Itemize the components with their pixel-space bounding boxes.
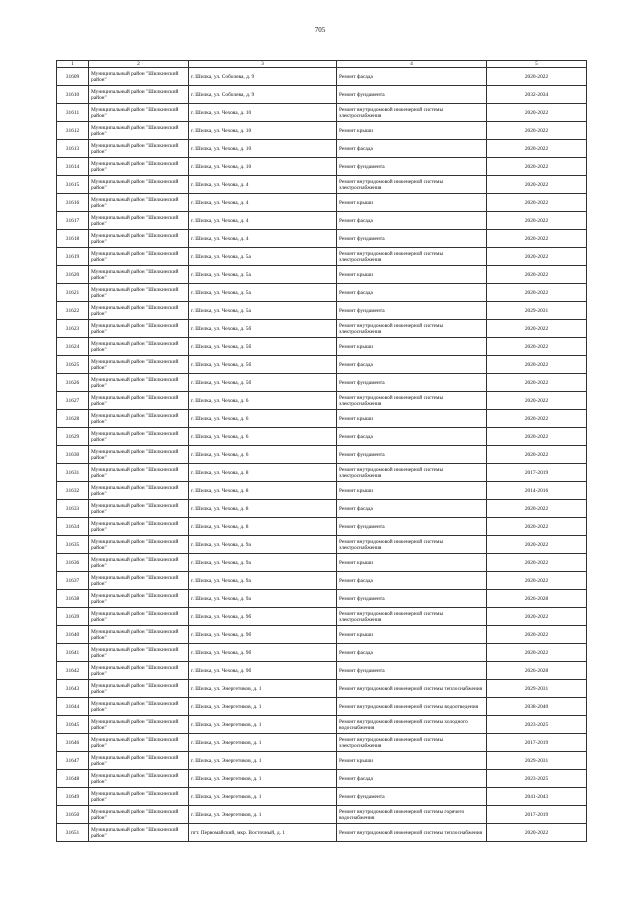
address-cell: г. Шилка, ул. Чехова, д. 9б <box>189 626 337 644</box>
period-cell: 2020-2022 <box>487 626 587 644</box>
row-number-cell: 31647 <box>57 752 89 770</box>
municipality-cell: Муниципальный район "Шилкинский район" <box>89 86 189 104</box>
address-cell: г. Шилка, ул. Чехова, д. 9б <box>189 662 337 680</box>
period-cell: 2017-2019 <box>487 806 587 824</box>
table-row <box>57 212 587 230</box>
period-cell: 2020-2022 <box>487 158 587 176</box>
period-cell: 2026-2028 <box>487 590 587 608</box>
period-cell: 2023-2025 <box>487 716 587 734</box>
period-cell: 2017-2019 <box>487 464 587 482</box>
municipality-cell: Муниципальный район "Шилкинский район" <box>89 734 189 752</box>
table-row <box>57 680 587 698</box>
period-cell: 2020-2022 <box>487 410 587 428</box>
address-cell: г. Шилка, ул. Чехова, д. 6 <box>189 428 337 446</box>
table-row <box>57 536 587 554</box>
municipality-cell: Муниципальный район "Шилкинский район" <box>89 266 189 284</box>
period-cell: 2017-2019 <box>487 734 587 752</box>
address-cell: г. Шилка, ул. Чехова, д. 6 <box>189 392 337 410</box>
row-number-cell: 31621 <box>57 284 89 302</box>
row-number-cell: 31628 <box>57 410 89 428</box>
municipality-cell: Муниципальный район "Шилкинский район" <box>89 194 189 212</box>
address-cell: г. Шилка, ул. Чехова, д. 5б <box>189 374 337 392</box>
work-type-cell: Ремонт крыши <box>337 266 487 284</box>
municipality-cell: Муниципальный район "Шилкинский район" <box>89 284 189 302</box>
address-cell: г. Шилка, ул. Чехова, д. 9а <box>189 536 337 554</box>
address-cell: г. Шилка, ул. Соболева, д. 9 <box>189 86 337 104</box>
work-type-cell: Ремонт крыши <box>337 482 487 500</box>
work-type-cell: Ремонт фасада <box>337 770 487 788</box>
row-number-cell: 31613 <box>57 140 89 158</box>
address-cell: г. Шилка, ул. Чехова, д. 5б <box>189 356 337 374</box>
municipality-cell: Муниципальный район "Шилкинский район" <box>89 410 189 428</box>
work-type-cell: Ремонт фасада <box>337 356 487 374</box>
table-row <box>57 734 587 752</box>
address-cell: г. Шилка, ул. Чехова, д. 9а <box>189 572 337 590</box>
address-cell: г. Шилка, ул. Чехова, д. 8 <box>189 482 337 500</box>
table-row <box>57 572 587 590</box>
address-cell: г. Шилка, ул. Чехова, д. 10 <box>189 140 337 158</box>
table-row <box>57 824 587 842</box>
period-cell: 2020-2022 <box>487 518 587 536</box>
row-number-cell: 31620 <box>57 266 89 284</box>
work-type-cell: Ремонт внутридомовой инженерной системы электроснабжения <box>337 392 487 410</box>
municipality-cell: Муниципальный район "Шилкинский район" <box>89 176 189 194</box>
table-row <box>57 590 587 608</box>
municipality-cell: Муниципальный район "Шилкинский район" <box>89 392 189 410</box>
table-row <box>57 68 587 86</box>
column-header: 5 <box>487 61 587 68</box>
period-cell: 2026-2028 <box>487 662 587 680</box>
row-number-cell: 31614 <box>57 158 89 176</box>
period-cell: 2020-2022 <box>487 338 587 356</box>
table-row <box>57 662 587 680</box>
repair-schedule-table <box>56 60 587 842</box>
row-number-cell: 31633 <box>57 500 89 518</box>
row-number-cell: 31651 <box>57 824 89 842</box>
row-number-cell: 31634 <box>57 518 89 536</box>
work-type-cell: Ремонт внутридомовой инженерной системы электроснабжения <box>337 608 487 626</box>
work-type-cell: Ремонт внутридомовой инженерной системы электроснабжения <box>337 464 487 482</box>
table-row <box>57 608 587 626</box>
table-row <box>57 770 587 788</box>
municipality-cell: Муниципальный район "Шилкинский район" <box>89 608 189 626</box>
work-type-cell: Ремонт фасада <box>337 212 487 230</box>
table-body <box>57 68 587 842</box>
address-cell: г. Шилка, ул. Чехова, д. 9а <box>189 590 337 608</box>
address-cell: г. Шилка, ул. Чехова, д. 5б <box>189 338 337 356</box>
period-cell: 2020-2022 <box>487 428 587 446</box>
work-type-cell: Ремонт фасада <box>337 572 487 590</box>
municipality-cell: Муниципальный район "Шилкинский район" <box>89 68 189 86</box>
municipality-cell: Муниципальный район "Шилкинский район" <box>89 716 189 734</box>
period-cell: 2020-2022 <box>487 644 587 662</box>
row-number-cell: 31646 <box>57 734 89 752</box>
work-type-cell: Ремонт внутридомовой инженерной системы холодного водоснабжения <box>337 716 487 734</box>
table-row <box>57 266 587 284</box>
work-type-cell: Ремонт фундамента <box>337 230 487 248</box>
period-cell: 2020-2022 <box>487 140 587 158</box>
address-cell: г. Шилка, ул. Чехова, д. 9а <box>189 554 337 572</box>
address-cell: пгт. Первомайский, мкр. Восточный, д. 1 <box>189 824 337 842</box>
period-cell: 2020-2022 <box>487 536 587 554</box>
row-number-cell: 31611 <box>57 104 89 122</box>
municipality-cell: Муниципальный район "Шилкинский район" <box>89 374 189 392</box>
address-cell: г. Шилка, ул. Чехова, д. 10 <box>189 122 337 140</box>
period-cell: 2020-2022 <box>487 554 587 572</box>
row-number-cell: 31617 <box>57 212 89 230</box>
address-cell: г. Шилка, ул. Чехова, д. 4 <box>189 194 337 212</box>
table-row <box>57 500 587 518</box>
address-cell: г. Шилка, ул. Чехова, д. 5а <box>189 302 337 320</box>
work-type-cell: Ремонт фасада <box>337 428 487 446</box>
municipality-cell: Муниципальный район "Шилкинский район" <box>89 230 189 248</box>
period-cell: 2020-2022 <box>487 122 587 140</box>
period-cell: 2014-2016 <box>487 482 587 500</box>
municipality-cell: Муниципальный район "Шилкинский район" <box>89 680 189 698</box>
municipality-cell: Муниципальный район "Шилкинский район" <box>89 482 189 500</box>
municipality-cell: Муниципальный район "Шилкинский район" <box>89 320 189 338</box>
work-type-cell: Ремонт внутридомовой инженерной системы электроснабжения <box>337 248 487 266</box>
period-cell: 2020-2022 <box>487 230 587 248</box>
work-type-cell: Ремонт внутридомовой инженерной системы горячего водоснабжения <box>337 806 487 824</box>
address-cell: г. Шилка, ул. Чехова, д. 8 <box>189 500 337 518</box>
row-number-cell: 31632 <box>57 482 89 500</box>
period-cell: 2020-2022 <box>487 284 587 302</box>
municipality-cell: Муниципальный район "Шилкинский район" <box>89 500 189 518</box>
work-type-cell: Ремонт крыши <box>337 626 487 644</box>
row-number-cell: 31609 <box>57 68 89 86</box>
row-number-cell: 31644 <box>57 698 89 716</box>
address-cell: г. Шилка, ул. Чехова, д. 8 <box>189 464 337 482</box>
period-cell: 2023-2025 <box>487 770 587 788</box>
municipality-cell: Муниципальный район "Шилкинский район" <box>89 302 189 320</box>
row-number-cell: 31635 <box>57 536 89 554</box>
work-type-cell: Ремонт крыши <box>337 410 487 428</box>
municipality-cell: Муниципальный район "Шилкинский район" <box>89 788 189 806</box>
table-row <box>57 518 587 536</box>
column-header: 3 <box>189 61 337 68</box>
period-cell: 2020-2022 <box>487 374 587 392</box>
municipality-cell: Муниципальный район "Шилкинский район" <box>89 572 189 590</box>
municipality-cell: Муниципальный район "Шилкинский район" <box>89 464 189 482</box>
page-number: 705 <box>314 26 326 34</box>
address-cell: г. Шилка, ул. Чехова, д. 10 <box>189 158 337 176</box>
municipality-cell: Муниципальный район "Шилкинский район" <box>89 644 189 662</box>
address-cell: г. Шилка, ул. Чехова, д. 4 <box>189 176 337 194</box>
table-row <box>57 302 587 320</box>
row-number-cell: 31641 <box>57 644 89 662</box>
municipality-cell: Муниципальный район "Шилкинский район" <box>89 248 189 266</box>
period-cell: 2020-2022 <box>487 266 587 284</box>
period-cell: 2020-2022 <box>487 320 587 338</box>
address-cell: г. Шилка, ул. Чехова, д. 9б <box>189 644 337 662</box>
period-cell: 2029-2031 <box>487 752 587 770</box>
municipality-cell: Муниципальный район "Шилкинский район" <box>89 806 189 824</box>
period-cell: 2020-2022 <box>487 104 587 122</box>
work-type-cell: Ремонт внутридомовой инженерной системы теплоснабжения <box>337 824 487 842</box>
work-type-cell: Ремонт фасада <box>337 284 487 302</box>
period-cell: 2020-2022 <box>487 608 587 626</box>
column-header: 2 <box>89 61 189 68</box>
period-cell: 2020-2022 <box>487 500 587 518</box>
municipality-cell: Муниципальный район "Шилкинский район" <box>89 212 189 230</box>
table-row <box>57 788 587 806</box>
address-cell: г. Шилка, ул. Энергетиков, д. 1 <box>189 698 337 716</box>
address-cell: г. Шилка, ул. Чехова, д. 6 <box>189 410 337 428</box>
work-type-cell: Ремонт фундамента <box>337 302 487 320</box>
row-number-cell: 31631 <box>57 464 89 482</box>
address-cell: г. Шилка, ул. Чехова, д. 5а <box>189 284 337 302</box>
table-row <box>57 806 587 824</box>
work-type-cell: Ремонт внутридомовой инженерной системы электроснабжения <box>337 536 487 554</box>
municipality-cell: Муниципальный район "Шилкинский район" <box>89 554 189 572</box>
table-row <box>57 392 587 410</box>
address-cell: г. Шилка, ул. Чехова, д. 5а <box>189 266 337 284</box>
row-number-cell: 31626 <box>57 374 89 392</box>
work-type-cell: Ремонт внутридомовой инженерной системы электроснабжения <box>337 176 487 194</box>
work-type-cell: Ремонт фундамента <box>337 590 487 608</box>
row-number-cell: 31619 <box>57 248 89 266</box>
work-type-cell: Ремонт фундамента <box>337 374 487 392</box>
row-number-cell: 31623 <box>57 320 89 338</box>
work-type-cell: Ремонт фасада <box>337 140 487 158</box>
work-type-cell: Ремонт внутридомовой инженерной системы электроснабжения <box>337 734 487 752</box>
table-row <box>57 248 587 266</box>
work-type-cell: Ремонт внутридомовой инженерной системы теплоснабжения <box>337 680 487 698</box>
municipality-cell: Муниципальный район "Шилкинский район" <box>89 338 189 356</box>
work-type-cell: Ремонт крыши <box>337 752 487 770</box>
address-cell: г. Шилка, ул. Соболева, д. 9 <box>189 68 337 86</box>
work-type-cell: Ремонт внутридомовой инженерной системы электроснабжения <box>337 320 487 338</box>
work-type-cell: Ремонт фундамента <box>337 788 487 806</box>
period-cell: 2020-2022 <box>487 194 587 212</box>
municipality-cell: Муниципальный район "Шилкинский район" <box>89 104 189 122</box>
row-number-cell: 31639 <box>57 608 89 626</box>
row-number-cell: 31622 <box>57 302 89 320</box>
municipality-cell: Муниципальный район "Шилкинский район" <box>89 698 189 716</box>
table-row <box>57 158 587 176</box>
period-cell: 2020-2022 <box>487 446 587 464</box>
row-number-cell: 31638 <box>57 590 89 608</box>
row-number-cell: 31618 <box>57 230 89 248</box>
column-header: 1 <box>57 61 89 68</box>
address-cell: г. Шилка, ул. Чехова, д. 10 <box>189 104 337 122</box>
address-cell: г. Шилка, ул. Чехова, д. 9б <box>189 608 337 626</box>
period-cell: 2020-2022 <box>487 392 587 410</box>
work-type-cell: Ремонт фасада <box>337 68 487 86</box>
row-number-cell: 31640 <box>57 626 89 644</box>
municipality-cell: Муниципальный район "Шилкинский район" <box>89 140 189 158</box>
row-number-cell: 31612 <box>57 122 89 140</box>
row-number-cell: 31637 <box>57 572 89 590</box>
period-cell: 2020-2022 <box>487 824 587 842</box>
table-row <box>57 122 587 140</box>
row-number-cell: 31643 <box>57 680 89 698</box>
table-row <box>57 338 587 356</box>
table-row <box>57 356 587 374</box>
municipality-cell: Муниципальный район "Шилкинский район" <box>89 590 189 608</box>
table-row <box>57 176 587 194</box>
address-cell: г. Шилка, ул. Чехова, д. 5б <box>189 320 337 338</box>
row-number-cell: 31616 <box>57 194 89 212</box>
municipality-cell: Муниципальный район "Шилкинский район" <box>89 536 189 554</box>
table-row <box>57 140 587 158</box>
municipality-cell: Муниципальный район "Шилкинский район" <box>89 770 189 788</box>
work-type-cell: Ремонт крыши <box>337 194 487 212</box>
table-row <box>57 752 587 770</box>
municipality-cell: Муниципальный район "Шилкинский район" <box>89 446 189 464</box>
work-type-cell: Ремонт внутридомовой инженерной системы электроснабжения <box>337 104 487 122</box>
table-row <box>57 698 587 716</box>
address-cell: г. Шилка, ул. Энергетиков, д. 1 <box>189 806 337 824</box>
municipality-cell: Муниципальный район "Шилкинский район" <box>89 626 189 644</box>
table-row <box>57 86 587 104</box>
table-row <box>57 410 587 428</box>
table-row <box>57 464 587 482</box>
table-row <box>57 626 587 644</box>
work-type-cell: Ремонт фасада <box>337 644 487 662</box>
header-row <box>57 61 587 68</box>
row-number-cell: 31649 <box>57 788 89 806</box>
address-cell: г. Шилка, ул. Энергетиков, д. 1 <box>189 770 337 788</box>
municipality-cell: Муниципальный район "Шилкинский район" <box>89 518 189 536</box>
period-cell: 2020-2022 <box>487 68 587 86</box>
table-row <box>57 284 587 302</box>
period-cell: 2020-2022 <box>487 572 587 590</box>
address-cell: г. Шилка, ул. Чехова, д. 4 <box>189 230 337 248</box>
row-number-cell: 31615 <box>57 176 89 194</box>
municipality-cell: Муниципальный район "Шилкинский район" <box>89 158 189 176</box>
table-row <box>57 104 587 122</box>
period-cell: 2032-2034 <box>487 86 587 104</box>
period-cell: 2029-2031 <box>487 680 587 698</box>
address-cell: г. Шилка, ул. Чехова, д. 6 <box>189 446 337 464</box>
period-cell: 2038-2040 <box>487 698 587 716</box>
work-type-cell: Ремонт внутридомовой инженерной системы водоотведения <box>337 698 487 716</box>
table-row <box>57 446 587 464</box>
period-cell: 2020-2022 <box>487 176 587 194</box>
row-number-cell: 31625 <box>57 356 89 374</box>
table-row <box>57 320 587 338</box>
address-cell: г. Шилка, ул. Чехова, д. 4 <box>189 212 337 230</box>
table-row <box>57 482 587 500</box>
table-row <box>57 194 587 212</box>
row-number-cell: 31624 <box>57 338 89 356</box>
work-type-cell: Ремонт крыши <box>337 554 487 572</box>
address-cell: г. Шилка, ул. Чехова, д. 5а <box>189 248 337 266</box>
table-row <box>57 644 587 662</box>
table-row <box>57 716 587 734</box>
row-number-cell: 31645 <box>57 716 89 734</box>
period-cell: 2029-2031 <box>487 302 587 320</box>
address-cell: г. Шилка, ул. Чехова, д. 8 <box>189 518 337 536</box>
municipality-cell: Муниципальный район "Шилкинский район" <box>89 428 189 446</box>
table-row <box>57 554 587 572</box>
address-cell: г. Шилка, ул. Энергетиков, д. 1 <box>189 734 337 752</box>
work-type-cell: Ремонт фундамента <box>337 446 487 464</box>
table-row <box>57 428 587 446</box>
row-number-cell: 31636 <box>57 554 89 572</box>
table-row <box>57 230 587 248</box>
address-cell: г. Шилка, ул. Энергетиков, д. 1 <box>189 752 337 770</box>
period-cell: 2020-2022 <box>487 212 587 230</box>
work-type-cell: Ремонт фундамента <box>337 662 487 680</box>
municipality-cell: Муниципальный район "Шилкинский район" <box>89 356 189 374</box>
address-cell: г. Шилка, ул. Энергетиков, д. 1 <box>189 680 337 698</box>
work-type-cell: Ремонт крыши <box>337 338 487 356</box>
period-cell: 2020-2022 <box>487 356 587 374</box>
row-number-cell: 31648 <box>57 770 89 788</box>
row-number-cell: 31642 <box>57 662 89 680</box>
table-row <box>57 374 587 392</box>
municipality-cell: Муниципальный район "Шилкинский район" <box>89 122 189 140</box>
row-number-cell: 31629 <box>57 428 89 446</box>
period-cell: 2020-2022 <box>487 248 587 266</box>
row-number-cell: 31610 <box>57 86 89 104</box>
work-type-cell: Ремонт фасада <box>337 500 487 518</box>
work-type-cell: Ремонт фундамента <box>337 518 487 536</box>
municipality-cell: Муниципальный район "Шилкинский район" <box>89 824 189 842</box>
period-cell: 2041-2043 <box>487 788 587 806</box>
work-type-cell: Ремонт крыши <box>337 122 487 140</box>
work-type-cell: Ремонт фундамента <box>337 86 487 104</box>
address-cell: г. Шилка, ул. Энергетиков, д. 1 <box>189 788 337 806</box>
work-type-cell: Ремонт фундамента <box>337 158 487 176</box>
row-number-cell: 31630 <box>57 446 89 464</box>
row-number-cell: 31650 <box>57 806 89 824</box>
address-cell: г. Шилка, ул. Энергетиков, д. 1 <box>189 716 337 734</box>
column-header: 4 <box>337 61 487 68</box>
municipality-cell: Муниципальный район "Шилкинский район" <box>89 662 189 680</box>
row-number-cell: 31627 <box>57 392 89 410</box>
municipality-cell: Муниципальный район "Шилкинский район" <box>89 752 189 770</box>
